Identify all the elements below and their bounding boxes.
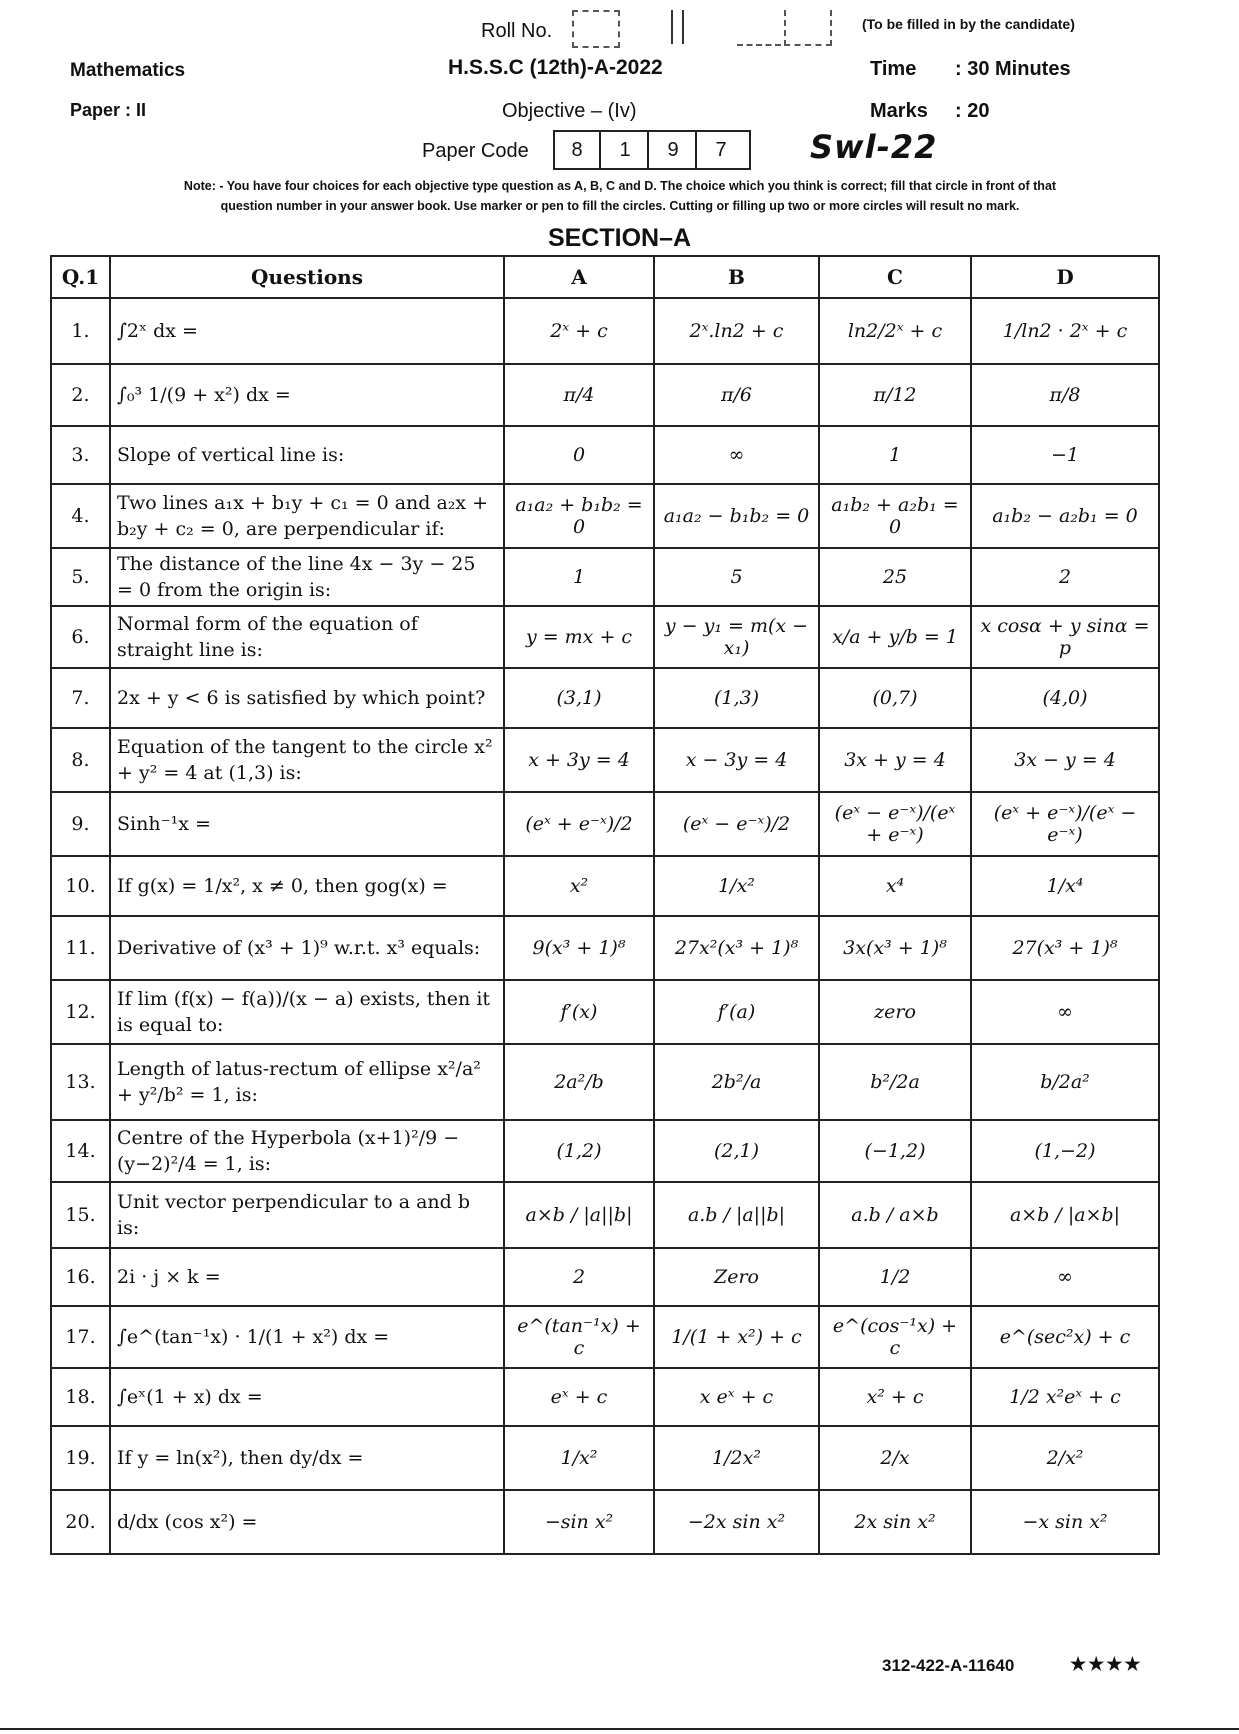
option-a: 2ˣ + c: [504, 298, 654, 364]
option-a: 2a²/b: [504, 1044, 654, 1120]
option-a: x²: [504, 856, 654, 916]
header-option-d: D: [971, 256, 1159, 298]
option-a: e^(tan⁻¹x) + c: [504, 1306, 654, 1368]
roll-label: Roll No.: [481, 20, 553, 42]
table-row: [51, 1248, 1159, 1306]
option-b: 27x²(x³ + 1)⁸: [654, 916, 819, 980]
question-text: d/dx (cos x²) =: [110, 1490, 504, 1554]
header-option-b: B: [654, 256, 819, 298]
option-d: −x sin x²: [971, 1490, 1159, 1554]
option-d: a×b / |a×b|: [971, 1182, 1159, 1248]
header-questions: Questions: [110, 256, 504, 298]
option-b: Zero: [654, 1248, 819, 1306]
option-c: x² + c: [819, 1368, 971, 1426]
question-number: 13.: [51, 1044, 110, 1120]
question-number: 12.: [51, 980, 110, 1044]
option-b: ∞: [654, 426, 819, 484]
question-text: Normal form of the equation of straight line is:: [110, 606, 504, 668]
option-a: eˣ + c: [504, 1368, 654, 1426]
question-number: 3.: [51, 426, 110, 484]
option-a: f′(x): [504, 980, 654, 1044]
question-text: Centre of the Hyperbola (x+1)²/9 − (y−2)²/4 = 1, is:: [110, 1120, 504, 1182]
header-option-a: A: [504, 256, 654, 298]
option-b: π/6: [654, 364, 819, 426]
question-text: ∫₀³ 1/(9 + x²) dx =: [110, 364, 504, 426]
question-number: 10.: [51, 856, 110, 916]
time-value: : 30 Minutes: [955, 58, 1071, 80]
marks-value: : 20: [955, 100, 990, 122]
option-a: 0: [504, 426, 654, 484]
option-b: 2b²/a: [654, 1044, 819, 1120]
option-a: a₁a₂ + b₁b₂ = 0: [504, 484, 654, 548]
table-row: [51, 856, 1159, 916]
option-a: 1: [504, 548, 654, 606]
roll-box-1[interactable]: [572, 10, 620, 48]
roll-box-5[interactable]: [784, 10, 832, 46]
question-text: The distance of the line 4x − 3y − 25 = 0 from the origin is:: [110, 548, 504, 606]
table-row: [51, 548, 1159, 606]
instructions-note: [60, 176, 1180, 216]
table-row: [51, 484, 1159, 548]
paper-code-digit: 8: [555, 132, 601, 168]
table-row: [51, 606, 1159, 668]
question-number: 14.: [51, 1120, 110, 1182]
question-text: Slope of vertical line is:: [110, 426, 504, 484]
roll-box-4[interactable]: [737, 10, 781, 46]
option-c: 1/2: [819, 1248, 971, 1306]
option-d: b/2a²: [971, 1044, 1159, 1120]
question-text: 2x + y < 6 is satisfied by which point?: [110, 668, 504, 728]
option-d: ∞: [971, 1248, 1159, 1306]
option-b: 1/(1 + x²) + c: [654, 1306, 819, 1368]
table-row: [51, 1426, 1159, 1490]
bottom-rule: [0, 1728, 1239, 1730]
option-d: e^(sec²x) + c: [971, 1306, 1159, 1368]
question-number: 18.: [51, 1368, 110, 1426]
option-d: (4,0): [971, 668, 1159, 728]
option-c: ln2/2ˣ + c: [819, 298, 971, 364]
option-c: (−1,2): [819, 1120, 971, 1182]
option-c: 2/x: [819, 1426, 971, 1490]
option-d: 2/x²: [971, 1426, 1159, 1490]
header-qno: Q.1: [51, 256, 110, 298]
option-c: 25: [819, 548, 971, 606]
table-row: [51, 1490, 1159, 1554]
roll-box-2[interactable]: [627, 10, 673, 44]
option-a: (1,2): [504, 1120, 654, 1182]
question-number: 2.: [51, 364, 110, 426]
option-d: ∞: [971, 980, 1159, 1044]
option-a: y = mx + c: [504, 606, 654, 668]
table-row: [51, 1368, 1159, 1426]
question-text: If lim (f(x) − f(a))/(x − a) exists, then it is equal to:: [110, 980, 504, 1044]
question-number: 6.: [51, 606, 110, 668]
table-row: [51, 1306, 1159, 1368]
question-text: If y = ln(x²), then dy/dx =: [110, 1426, 504, 1490]
question-text: Unit vector perpendicular to a and b is:: [110, 1182, 504, 1248]
question-number: 1.: [51, 298, 110, 364]
option-b: x eˣ + c: [654, 1368, 819, 1426]
question-text: Equation of the tangent to the circle x² + y² = 4 at (1,3) is:: [110, 728, 504, 792]
question-text: ∫e^(tan⁻¹x) · 1/(1 + x²) dx =: [110, 1306, 504, 1368]
note-line-2: question number in your answer book. Use marker or pen to fill the circles. Cutting or filling up two or more circles will result no mark.: [220, 199, 1020, 213]
option-d: π/8: [971, 364, 1159, 426]
option-a: x + 3y = 4: [504, 728, 654, 792]
option-b: x − 3y = 4: [654, 728, 819, 792]
roll-note: (To be filled in by the candidate): [862, 16, 1075, 32]
question-text: 2i · j × k =: [110, 1248, 504, 1306]
question-text: Derivative of (x³ + 1)⁹ w.r.t. x³ equals:: [110, 916, 504, 980]
option-d: 1/2 x²eˣ + c: [971, 1368, 1159, 1426]
option-b: 2ˣ.ln2 + c: [654, 298, 819, 364]
option-b: y − y₁ = m(x − x₁): [654, 606, 819, 668]
paper-code-digit: 1: [603, 132, 649, 168]
paper-number: Paper : II: [70, 100, 147, 120]
option-d: 27(x³ + 1)⁸: [971, 916, 1159, 980]
option-c: π/12: [819, 364, 971, 426]
paper-code-box: [553, 130, 751, 170]
option-a: π/4: [504, 364, 654, 426]
option-d: −1: [971, 426, 1159, 484]
option-a: 1/x²: [504, 1426, 654, 1490]
option-a: a×b / |a||b|: [504, 1182, 654, 1248]
exam-title: H.S.S.C (12th)-A-2022: [448, 56, 663, 79]
option-c: x/a + y/b = 1: [819, 606, 971, 668]
section-title: SECTION–A: [547, 224, 692, 252]
question-text: Length of latus-rectum of ellipse x²/a² + y²/b² = 1, is:: [110, 1044, 504, 1120]
option-c: (eˣ − e⁻ˣ)/(eˣ + e⁻ˣ): [819, 792, 971, 856]
table-row: [51, 1120, 1159, 1182]
option-d: 1/ln2 · 2ˣ + c: [971, 298, 1159, 364]
option-b: 1/x²: [654, 856, 819, 916]
question-text: ∫eˣ(1 + x) dx =: [110, 1368, 504, 1426]
roll-box-3[interactable]: [682, 10, 728, 44]
table-row: [51, 792, 1159, 856]
question-number: 19.: [51, 1426, 110, 1490]
question-text: Two lines a₁x + b₁y + c₁ = 0 and a₂x + b₂y + c₂ = 0, are perpendicular if:: [110, 484, 504, 548]
question-number: 11.: [51, 916, 110, 980]
table-row: [51, 1182, 1159, 1248]
option-c: 2x sin x²: [819, 1490, 971, 1554]
footer-stars: ★★★★: [1070, 1654, 1143, 1674]
option-a: (3,1): [504, 668, 654, 728]
question-number: 16.: [51, 1248, 110, 1306]
option-c: a.b / a×b: [819, 1182, 971, 1248]
question-text: Sinh⁻¹x =: [110, 792, 504, 856]
note-line-1: Note: - You have four choices for each objective type question as A, B, C and D. The choice which you think is correct; fill that circle in front of that: [183, 179, 1057, 193]
option-b: a.b / |a||b|: [654, 1182, 819, 1248]
table-row: [51, 728, 1159, 792]
option-a: (eˣ + e⁻ˣ)/2: [504, 792, 654, 856]
option-b: −2x sin x²: [654, 1490, 819, 1554]
question-number: 4.: [51, 484, 110, 548]
table-row: [51, 298, 1159, 364]
time-label: Time: [870, 58, 917, 80]
table-row: [51, 668, 1159, 728]
question-number: 5.: [51, 548, 110, 606]
paper-code-digit: 7: [715, 139, 727, 161]
subject: Mathematics: [70, 60, 186, 81]
option-a: −sin x²: [504, 1490, 654, 1554]
question-number: 17.: [51, 1306, 110, 1368]
roll-number-boxes[interactable]: [572, 10, 840, 46]
option-c: a₁b₂ + a₂b₁ = 0: [819, 484, 971, 548]
option-d: a₁b₂ − a₂b₁ = 0: [971, 484, 1159, 548]
option-b: 1/2x²: [654, 1426, 819, 1490]
option-b: f′(a): [654, 980, 819, 1044]
footer-code: 312-422-A-11640: [882, 1656, 1015, 1675]
option-b: (2,1): [654, 1120, 819, 1182]
option-c: 1: [819, 426, 971, 484]
option-c: 3x(x³ + 1)⁸: [819, 916, 971, 980]
question-number: 8.: [51, 728, 110, 792]
header-option-c: C: [819, 256, 971, 298]
table-row: [51, 364, 1159, 426]
option-d: 2: [971, 548, 1159, 606]
table-row: [51, 1044, 1159, 1120]
option-d: (eˣ + e⁻ˣ)/(eˣ − e⁻ˣ): [971, 792, 1159, 856]
option-c: x⁴: [819, 856, 971, 916]
paper-code-digit: 9: [651, 132, 697, 168]
option-b: (1,3): [654, 668, 819, 728]
option-d: x cosα + y sinα = p: [971, 606, 1159, 668]
option-c: e^(cos⁻¹x) + c: [819, 1306, 971, 1368]
option-c: (0,7): [819, 668, 971, 728]
option-d: 3x − y = 4: [971, 728, 1159, 792]
option-d: (1,−2): [971, 1120, 1159, 1182]
option-a: 2: [504, 1248, 654, 1306]
table-header-row: [51, 256, 1159, 298]
option-c: zero: [819, 980, 971, 1044]
objective-label: Objective – (Iv): [502, 100, 637, 122]
question-number: 9.: [51, 792, 110, 856]
handwritten-mark: Swl-22: [810, 128, 938, 166]
marks-label: Marks: [870, 100, 928, 122]
question-number: 15.: [51, 1182, 110, 1248]
question-text: ∫2ˣ dx =: [110, 298, 504, 364]
option-c: b²/2a: [819, 1044, 971, 1120]
table-row: [51, 426, 1159, 484]
table-row: [51, 980, 1159, 1044]
questions-table: [50, 255, 1160, 1555]
option-d: 1/x⁴: [971, 856, 1159, 916]
option-b: (eˣ − e⁻ˣ)/2: [654, 792, 819, 856]
question-text: If g(x) = 1/x², x ≠ 0, then gog(x) =: [110, 856, 504, 916]
option-b: a₁a₂ − b₁b₂ = 0: [654, 484, 819, 548]
option-b: 5: [654, 548, 819, 606]
table-row: [51, 916, 1159, 980]
question-number: 20.: [51, 1490, 110, 1554]
paper-code-label: Paper Code: [422, 140, 529, 162]
option-c: 3x + y = 4: [819, 728, 971, 792]
option-a: 9(x³ + 1)⁸: [504, 916, 654, 980]
question-number: 7.: [51, 668, 110, 728]
